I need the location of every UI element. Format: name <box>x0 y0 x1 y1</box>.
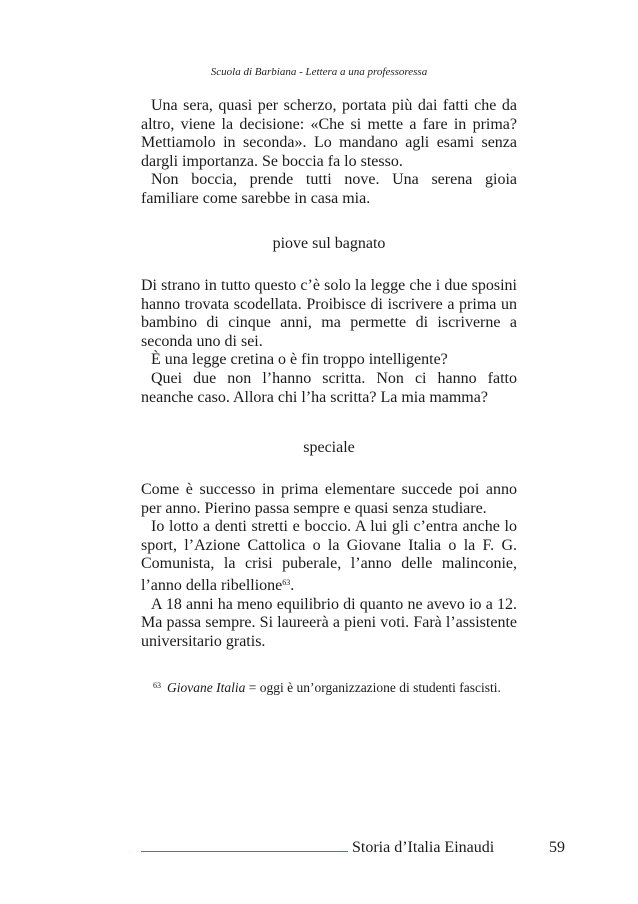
paragraph-end: . <box>290 576 295 594</box>
paragraph-text: Io lotto a denti stretti e boccio. A lui gli c’entra anche lo sport, l’Azione Cattolica o la Giovane Italia o la F. G. Comunista, la crisi puberale, l’anno delle malinconie, l’anno della ribellione <box>141 518 517 594</box>
paragraph: È una legge cretina o è fin troppo intelligente? <box>151 351 448 369</box>
footnote-mark: 63 <box>153 681 161 690</box>
paragraph-block-2 <box>141 277 517 407</box>
footnote <box>141 677 517 696</box>
footnote-term: Giovane Italia <box>167 680 246 695</box>
footnote-ref[interactable]: 63 <box>282 577 291 587</box>
footer-publisher: Storia d’Italia Einaudi <box>352 839 495 856</box>
paragraph: Come è successo in prima elementare succede poi anno per anno. Pierino passa sempre e quasi senza studiare. <box>141 481 517 517</box>
paragraph: Di strano in tutto questo c’è solo la legge che i due sposini hanno trovata scodellata. Proibisce di iscrivere a prima un bambino di cinque anni, ma permette di iscriverne a seconda uno di sei. <box>141 277 517 350</box>
section-heading-piove: piove sul bagnato <box>272 235 386 252</box>
footer-rule <box>141 851 348 852</box>
page-number: 59 <box>549 839 565 856</box>
paragraph: Non boccia, prende tutti nove. Una serena gioia familiare come sarebbe in casa mia. <box>141 171 517 207</box>
footnote-text: = oggi è un’organizzazione di studenti fascisti. <box>245 680 501 695</box>
paragraph-block-1 <box>141 97 517 209</box>
paragraph: Una sera, quasi per scherzo, portata più dai fatti che da altro, viene la decisione: «Che si mette a fare in prima? Mettiamolo in seconda». Lo mandano agli esami senza dargli importanza. Se boccia fa lo stesso. <box>141 97 517 170</box>
paragraph <box>141 518 517 595</box>
section-heading-speciale: speciale <box>303 439 355 456</box>
paragraph-block-3 <box>141 481 517 651</box>
running-header: Scuola di Barbiana - Lettera a una professoressa <box>210 66 428 78</box>
paragraph: A 18 anni ha meno equilibrio di quanto ne avevo io a 12. Ma passa sempre. Si laureerà a pieni voti. Farà l’assistente universitario gratis. <box>141 595 517 650</box>
paragraph: Quei due non l’hanno scritta. Non ci hanno fatto neanche caso. Allora chi l’ha scritta? La mia mamma? <box>141 369 517 406</box>
